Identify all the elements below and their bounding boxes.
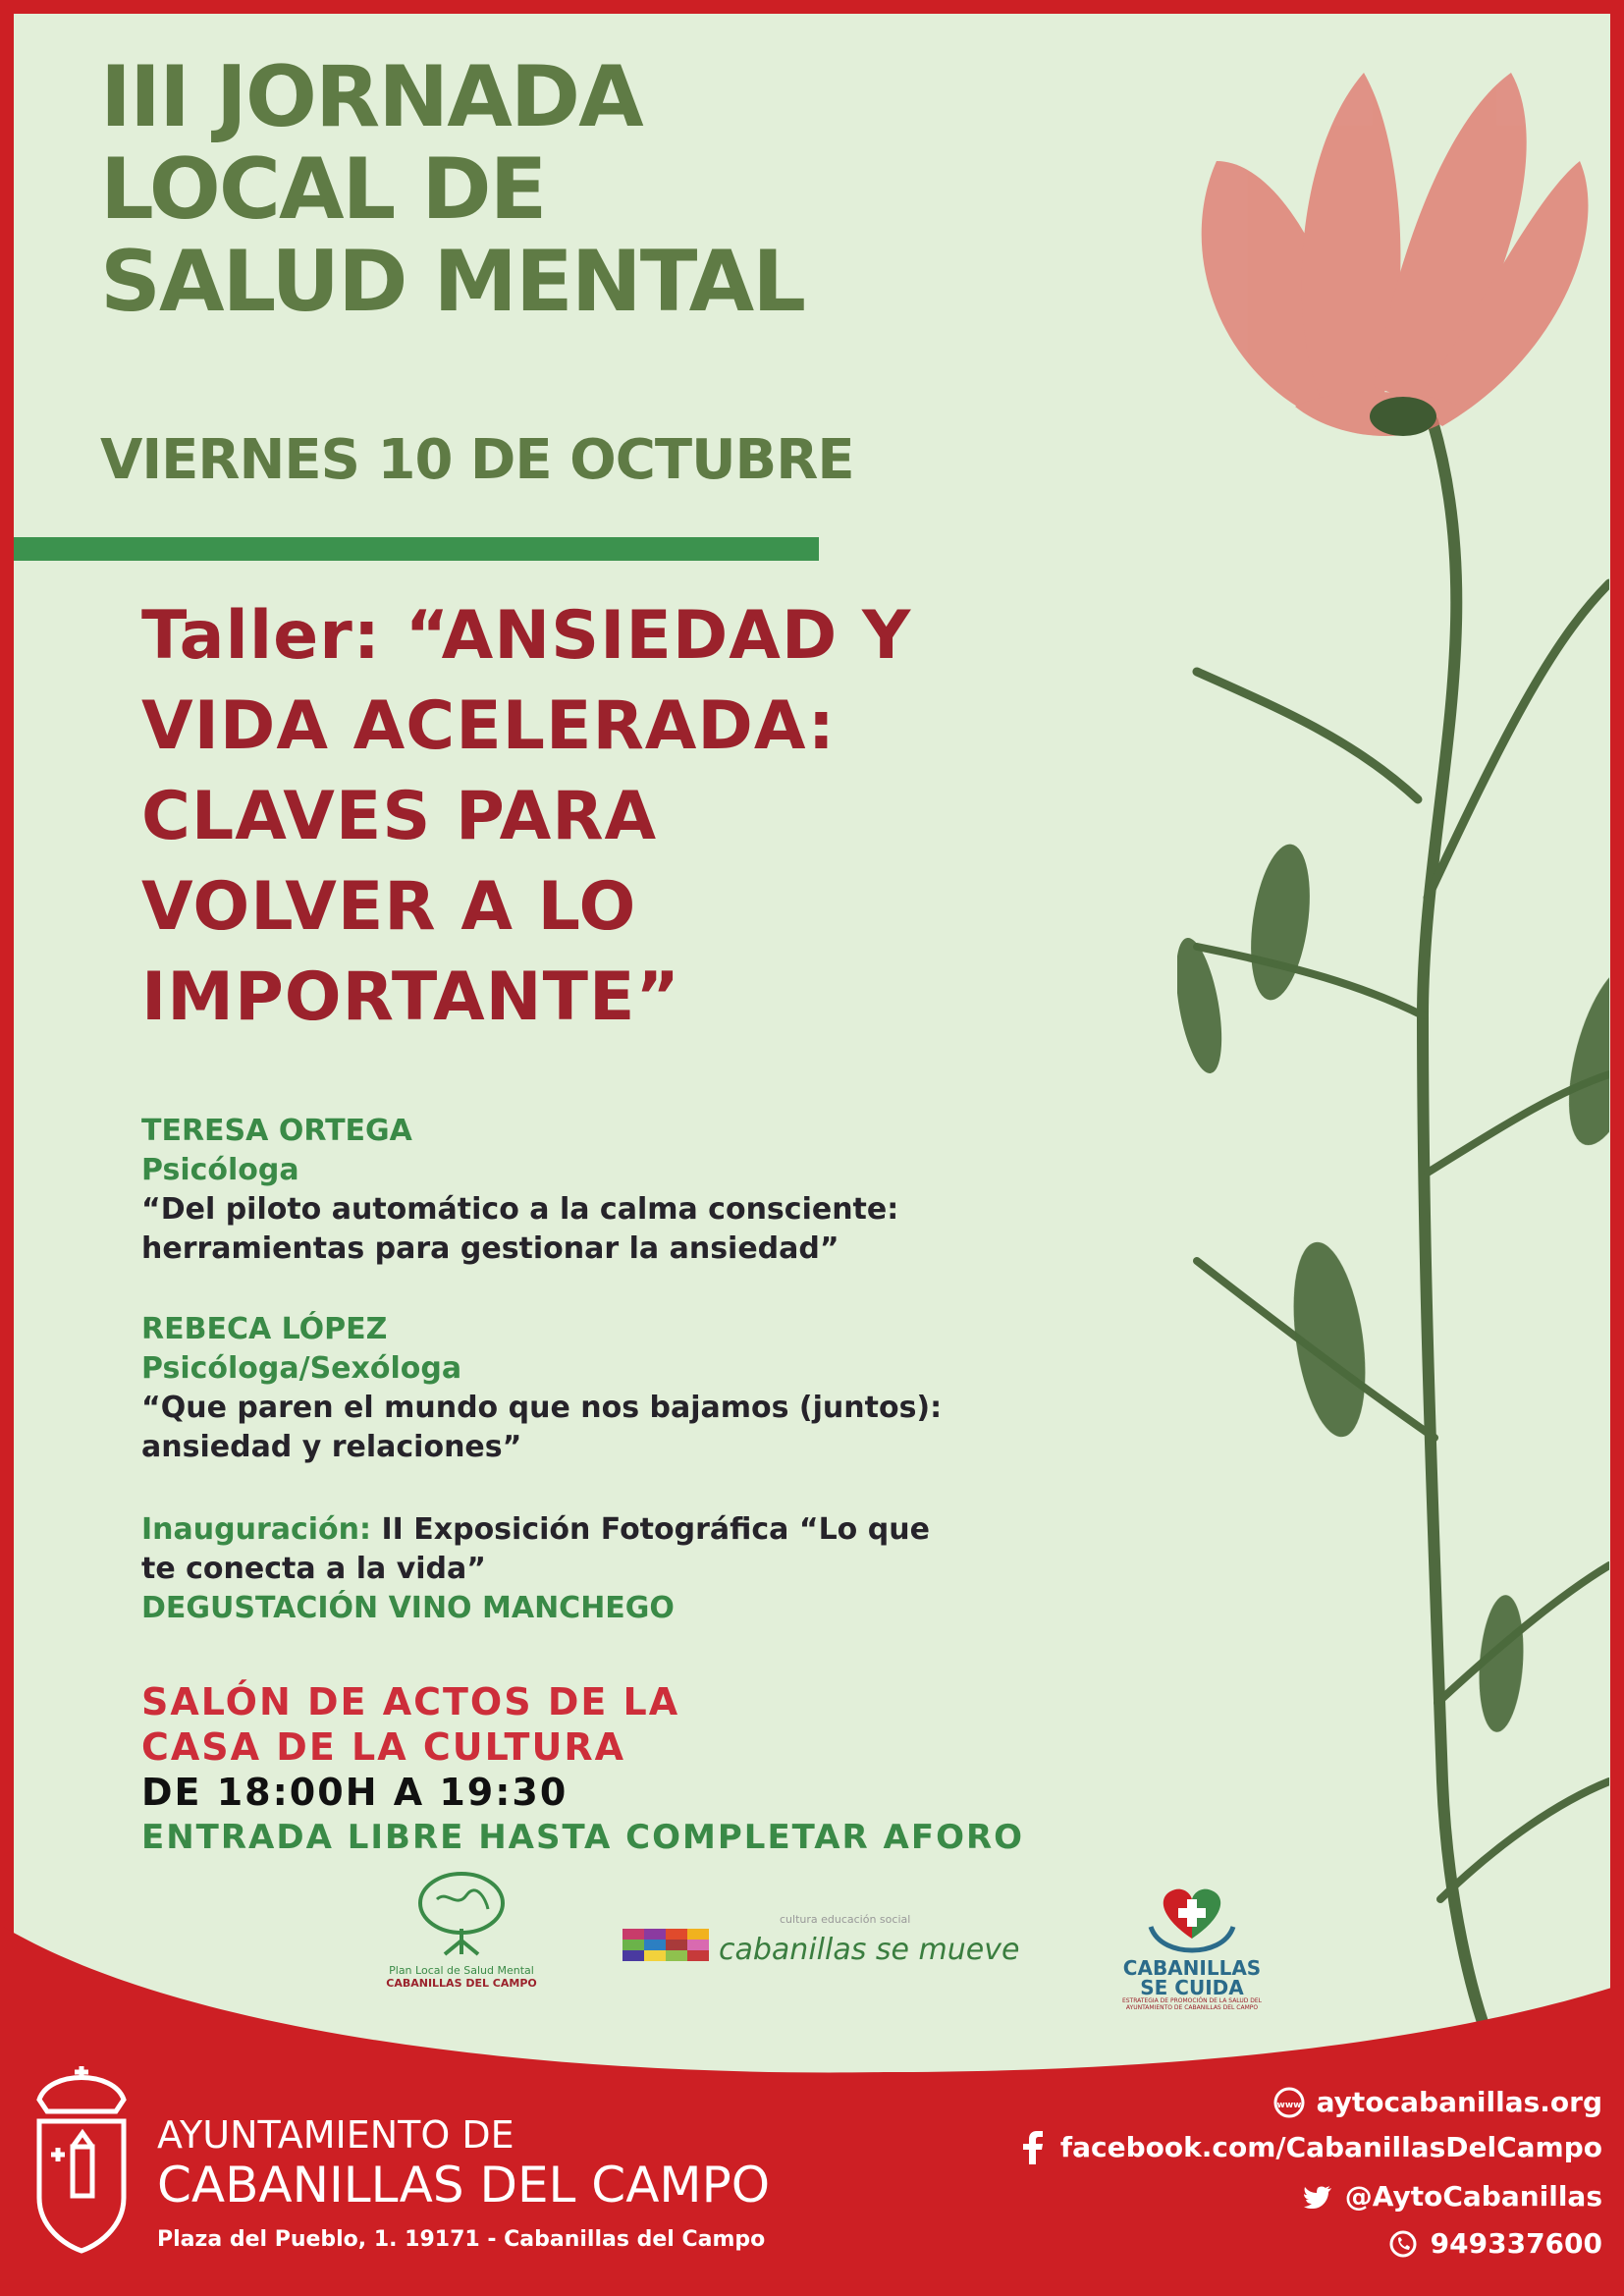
- speaker-name: TERESA ORTEGA: [141, 1114, 412, 1148]
- speaker-name: REBECA LÓPEZ: [141, 1312, 388, 1346]
- globe-icon: [1273, 2087, 1305, 2118]
- speaker-role: Psicóloga: [141, 1153, 299, 1187]
- workshop-line: VIDA ACELERADA:: [141, 687, 836, 765]
- twitter-icon: [1302, 2181, 1333, 2213]
- cuida-text: CABANILLAS: [1122, 1956, 1262, 1980]
- phone-icon: [1387, 2228, 1419, 2260]
- workshop-title: [141, 591, 986, 1043]
- title-line: SALUD MENTAL: [100, 233, 805, 331]
- org-name-line2: CABANILLAS DEL CAMPO: [157, 2157, 771, 2214]
- venue-entry: ENTRADA LIBRE HASTA COMPLETAR AFORO: [141, 1818, 1025, 1857]
- speaker-role: Psicóloga/Sexóloga: [141, 1351, 462, 1386]
- talk-title: herramientas para gestionar la ansiedad”: [141, 1231, 839, 1266]
- venue-block: [141, 1679, 1024, 1860]
- venue-hours: DE 18:00H A 19:30: [141, 1771, 568, 1814]
- website-link[interactable]: [1273, 2086, 1602, 2118]
- workshop-line: CLAVES PARA: [141, 778, 658, 855]
- event-title: [100, 48, 805, 331]
- twitter-text: @AytoCabanillas: [1344, 2180, 1602, 2213]
- venue-line: SALÓN DE ACTOS DE LA: [141, 1680, 680, 1723]
- inauguration-label: Inauguración:: [141, 1512, 372, 1547]
- speaker-block: [141, 1112, 986, 1269]
- talk-title: ansiedad y relaciones”: [141, 1430, 522, 1464]
- cuida-text: SE CUIDA: [1140, 1976, 1244, 1999]
- tasting-text: DEGUSTACIÓN VINO MANCHEGO: [141, 1591, 675, 1625]
- globe-icon-label: www: [1276, 2100, 1302, 2110]
- website-text: aytocabanillas.org: [1316, 2086, 1602, 2118]
- mueve-text: cabanillas se mueve: [719, 1933, 1020, 1967]
- divider: [14, 537, 819, 561]
- facebook-link[interactable]: [1017, 2131, 1602, 2163]
- phone-text: 949337600: [1430, 2227, 1602, 2260]
- phone-link[interactable]: [1387, 2227, 1602, 2260]
- workshop-line: Taller: “ANSIEDAD Y: [141, 597, 912, 675]
- title-line: LOCAL DE: [100, 140, 546, 239]
- talk-title: “Del piloto automático a la calma consciente:: [141, 1192, 899, 1227]
- mueve-tagline: cultura educación social: [780, 1913, 911, 1926]
- workshop-line: IMPORTANTE”: [141, 958, 681, 1036]
- inauguration-text: II Exposición Fotográfica “Lo que: [371, 1512, 930, 1547]
- twitter-link[interactable]: [1302, 2180, 1602, 2213]
- coat-of-arms-icon: [29, 2060, 134, 2257]
- facebook-text: facebook.com/CabanillasDelCampo: [1059, 2131, 1602, 2163]
- workshop-line: VOLVER A LO: [141, 868, 637, 946]
- plan-logo-text: CABANILLAS DEL CAMPO: [386, 1977, 537, 1990]
- org-name-line1: AYUNTAMIENTO DE: [157, 2113, 514, 2157]
- talk-title: “Que paren el mundo que nos bajamos (juntos):: [141, 1391, 943, 1425]
- org-address: Plaza del Pueblo, 1. 19171 - Cabanillas del Campo: [157, 2227, 766, 2252]
- event-date: VIERNES 10 DE OCTUBRE: [100, 428, 854, 492]
- speaker-block: [141, 1310, 986, 1467]
- inauguration-block: [141, 1510, 986, 1628]
- inauguration-text: te conecta a la vida”: [141, 1552, 486, 1586]
- title-line: III JORNADA: [100, 48, 642, 146]
- plan-logo-text: Plan Local de Salud Mental: [389, 1964, 534, 1977]
- facebook-icon: [1017, 2132, 1049, 2163]
- cuida-subtext: ESTRATEGIA DE PROMOCIÓN DE LA SALUD DEL AYUNTAMIENTO DE CABANILLAS DEL CAMPO: [1121, 1997, 1263, 2011]
- flower-illustration: [1177, 33, 1609, 2047]
- venue-line: CASA DE LA CULTURA: [141, 1725, 626, 1769]
